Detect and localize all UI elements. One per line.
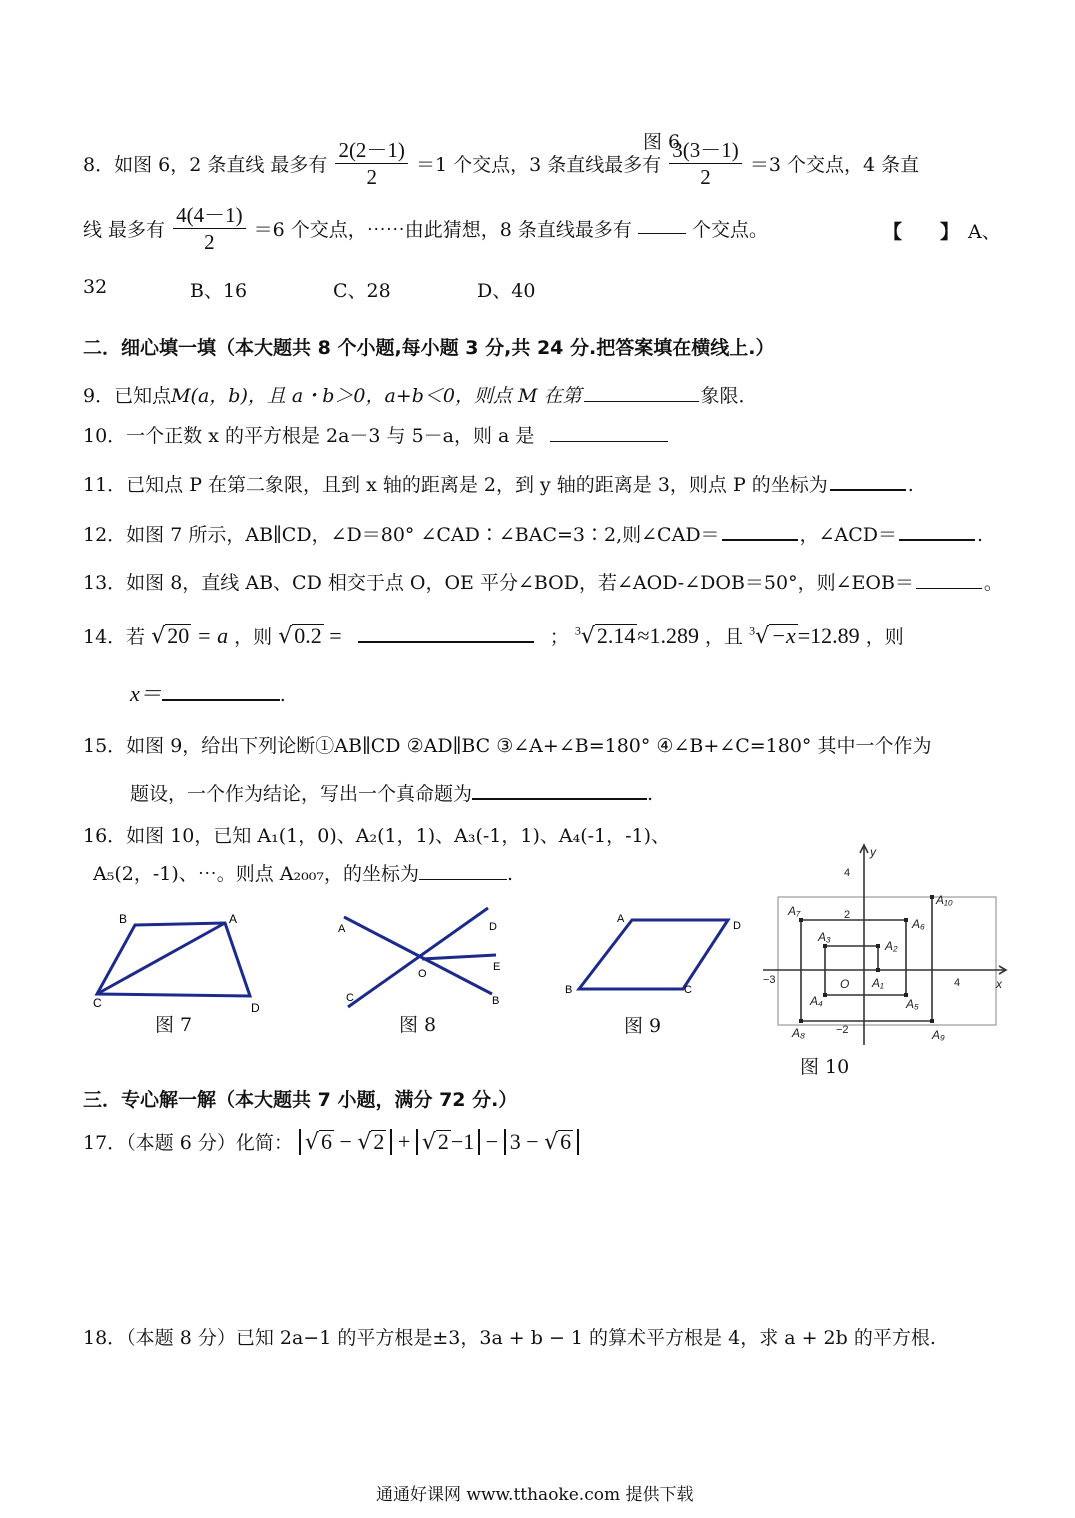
q13-end: 。: [983, 572, 1003, 594]
fig8-label-c: C: [346, 992, 354, 1004]
figure-7: [85, 905, 275, 1025]
q8-text-2: ＝1 个交点，3 条直线最多有: [415, 154, 662, 176]
q8-option-a-value: 32: [83, 276, 108, 298]
section-3-heading: 三．专心解一解（本大题共 7 小题，满分 72 分.）: [83, 1089, 518, 1111]
q8-bracket[interactable]: 【 】: [883, 221, 960, 243]
q15-line1: 15．如图 9，给出下列论断①AB∥CD ②AD∥BC ③∠A+∠B=180° ④∠B+∠C=180° 其中一个作为: [83, 735, 932, 757]
fig10-label-a6: A₆: [912, 917, 925, 931]
q8-option-a-prefix: A、: [968, 221, 1001, 243]
q8-option-c: C、28: [333, 280, 391, 302]
q16-end: .: [507, 863, 514, 885]
fig9-caption: 图 9: [624, 1015, 662, 1037]
fig10-point-a3: [823, 944, 827, 948]
fig7-label-b: B: [119, 912, 128, 926]
q12-end: .: [976, 524, 984, 546]
q13-answer-blank[interactable]: [916, 587, 982, 589]
fig10-point-a8: [799, 1019, 803, 1023]
q8-fraction-1: $\frac{2(2-1)}{2}$: [335, 137, 408, 190]
fig7-quadrilateral: [97, 923, 250, 996]
fig10-label-a10: A₁₀: [936, 893, 953, 907]
fig8-label-o: O: [418, 968, 427, 980]
fig7-label-a: A: [229, 912, 238, 926]
q9-answer-blank[interactable]: [584, 400, 699, 402]
fig10-point-a9: [930, 1019, 934, 1023]
q13-text: 13．如图 8，直线 AB、CD 相交于点 O，OE 平分∠BOD，若∠AOD-∠DOB＝50°，则∠EOB＝: [83, 572, 914, 594]
fig10-point-a2: [876, 944, 880, 948]
fig10-tick-y4: 4: [844, 867, 851, 879]
fig10-caption: 图 10: [800, 1056, 850, 1078]
q14-answer-blank-2[interactable]: [162, 698, 280, 701]
q16-line2: [93, 859, 513, 886]
q9-text-1: 9．已知点: [83, 385, 172, 407]
fig10-tick-y2: 2: [844, 909, 851, 921]
q12: [83, 520, 983, 547]
fig10-label-a8: A₈: [792, 1026, 806, 1040]
q14-answer-blank-1[interactable]: [358, 640, 534, 643]
fig9-label-b: B: [565, 984, 573, 996]
fig10-point-a7: [799, 918, 803, 922]
fig8-ray-oe: [422, 955, 496, 959]
fig10-label-a1: A₁: [872, 976, 884, 990]
fig7-caption: 图 7: [155, 1014, 193, 1036]
fig8-label-a: A: [338, 923, 346, 935]
q12-text-1: 12．如图 7 所示，AB∥CD，∠D＝80° ∠CAD∶∠BAC=3∶2,则∠CAD＝: [83, 524, 720, 546]
fig8-label-d: D: [489, 921, 497, 933]
fig7-trapezoid: [97, 923, 250, 996]
q14-text-3: ；: [549, 626, 569, 648]
q8-text-4: 线 最多有: [83, 219, 166, 241]
q16-answer-blank[interactable]: [419, 878, 507, 880]
q8-option-d: D、40: [477, 280, 536, 302]
q18: 18．（本题 8 分）已知 2a−1 的平方根是±3，3a + b − 1 的算术平方根是 4，求 a + 2b 的平方根.: [83, 1327, 936, 1349]
q11-text: 11．已知点 P 在第二象限，且到 x 轴的距离是 2，到 y 轴的距离是 3，则点 P 的坐标为: [83, 474, 828, 496]
fig6-label: 图 6: [643, 131, 681, 153]
q16-line1: 16．如图 10，已知 A₁(1，0)、A₂(1，1)、A₃(-1，1)、A₄(-1，-1)、: [83, 825, 671, 847]
q8-answer-blank[interactable]: [638, 232, 686, 234]
q14-line1: [83, 622, 904, 649]
fig8-caption: 图 8: [399, 1014, 437, 1036]
fig10-tick-xneg3: −3: [763, 974, 776, 986]
fig10-point-a4: [823, 993, 827, 997]
q13: [83, 568, 1003, 595]
q9-text-2: M(a，b)，且 a・b＞0，a+b＜0，则点 M 在第: [171, 385, 582, 407]
q8-text-3: ＝3 个交点，4 条直: [749, 154, 920, 176]
fig10-point-a10: [930, 895, 934, 899]
q17-expression: √6 − √2 + √2−1 − 3 − √6: [299, 1129, 579, 1154]
q17: [83, 1128, 579, 1155]
q15-line2: [130, 779, 653, 806]
q15-answer-blank[interactable]: [472, 797, 647, 800]
fig9-parallelogram: [579, 920, 728, 989]
fig7-label-c: C: [93, 996, 102, 1010]
q8-line2: [83, 202, 768, 255]
q14-root-4: $^3$√−x=12.89: [749, 623, 860, 649]
q9: [83, 381, 758, 408]
fig10-label-a3: A₃: [818, 930, 831, 944]
q12-answer-blank-1[interactable]: [722, 538, 798, 541]
fig8-label-e: E: [493, 961, 501, 973]
q14-line2: [130, 677, 286, 708]
q15-text-2: 题设，一个作为结论，写出一个真命题为: [130, 783, 473, 805]
q16-text-2: A₅(2，-1)、⋯。则点 A₂₀₀₇，的坐标为: [93, 863, 419, 885]
fig10-label-a2: A₂: [885, 939, 898, 953]
q8-fraction-2: $\frac{3(3-1)}{2}$: [669, 137, 742, 190]
figure-8: [330, 900, 510, 1015]
q14-end: .: [279, 684, 286, 706]
q17-text: 17．（本题 6 分）化简：: [83, 1132, 293, 1154]
fig10-label-o: O: [840, 977, 850, 991]
fig10-label-a5: A₅: [906, 997, 919, 1011]
fig10-label-a9: A₉: [932, 1028, 945, 1042]
q12-answer-blank-2[interactable]: [899, 538, 975, 541]
q11-answer-blank[interactable]: [830, 488, 906, 491]
q14-root-1: √20 = a: [151, 623, 229, 649]
q11-end: .: [907, 474, 914, 496]
q8-text-1: 8．如图 6，2 条直线 最多有: [83, 154, 328, 176]
q8-text-5: ＝6 个交点，⋯⋯由此猜想，8 条直线最多有: [253, 219, 632, 241]
fig10-label-y: y: [870, 845, 876, 859]
q10-text: 10．一个正数 x 的平方根是 2a－3 与 5－a，则 a 是: [83, 425, 535, 447]
fig9-label-c: C: [684, 984, 692, 996]
fig7-label-d: D: [251, 1001, 260, 1015]
q14-text-4: ，且: [705, 626, 744, 648]
q14-root-3: $^3$√2.14≈1.289: [574, 623, 699, 649]
fig9-label-d: D: [733, 920, 741, 932]
q14-root-2: √0.2 =: [278, 623, 342, 649]
fig9-label-a: A: [617, 913, 625, 925]
q8-text-6: 个交点。: [692, 219, 769, 241]
q14-x-label: x＝: [130, 681, 162, 706]
fig8-label-b: B: [492, 995, 500, 1007]
q8-option-b: B、16: [190, 280, 248, 302]
figure-9: [560, 905, 755, 1005]
fig10-label-a4: A₄: [810, 994, 823, 1008]
fig10-tick-yneg2: −2: [836, 1024, 849, 1036]
q15-end: .: [647, 783, 654, 805]
q8-fraction-3: $\frac{4(4-1)}{2}$: [173, 202, 246, 255]
fig10-tick-x4: 4: [954, 977, 961, 989]
q10: [83, 421, 668, 448]
q10-answer-blank[interactable]: [550, 440, 668, 442]
q8-line1: [83, 137, 919, 190]
fig10-point-a6: [904, 918, 908, 922]
q14-text-2: ，则: [234, 626, 273, 648]
q12-text-2: ，∠ACD＝: [799, 524, 897, 546]
fig10-label-a7: A₇: [788, 904, 801, 918]
section-2-heading: 二．细心填一填（本大题共 8 个小题,每小题 3 分,共 24 分.把答案填在横线上.）: [83, 337, 775, 359]
q14-text-5: ，则: [865, 626, 904, 648]
fig10-point-a1: [876, 968, 880, 972]
q11: [83, 470, 914, 497]
figure-10: [760, 840, 1022, 1050]
q14-text-1: 14．若: [83, 626, 146, 648]
q9-text-3: 象限．: [700, 385, 758, 407]
fig10-label-x: x: [996, 977, 1002, 991]
footer: 通通好课网 www.tthaoke.com 提供下载: [376, 1485, 694, 1505]
